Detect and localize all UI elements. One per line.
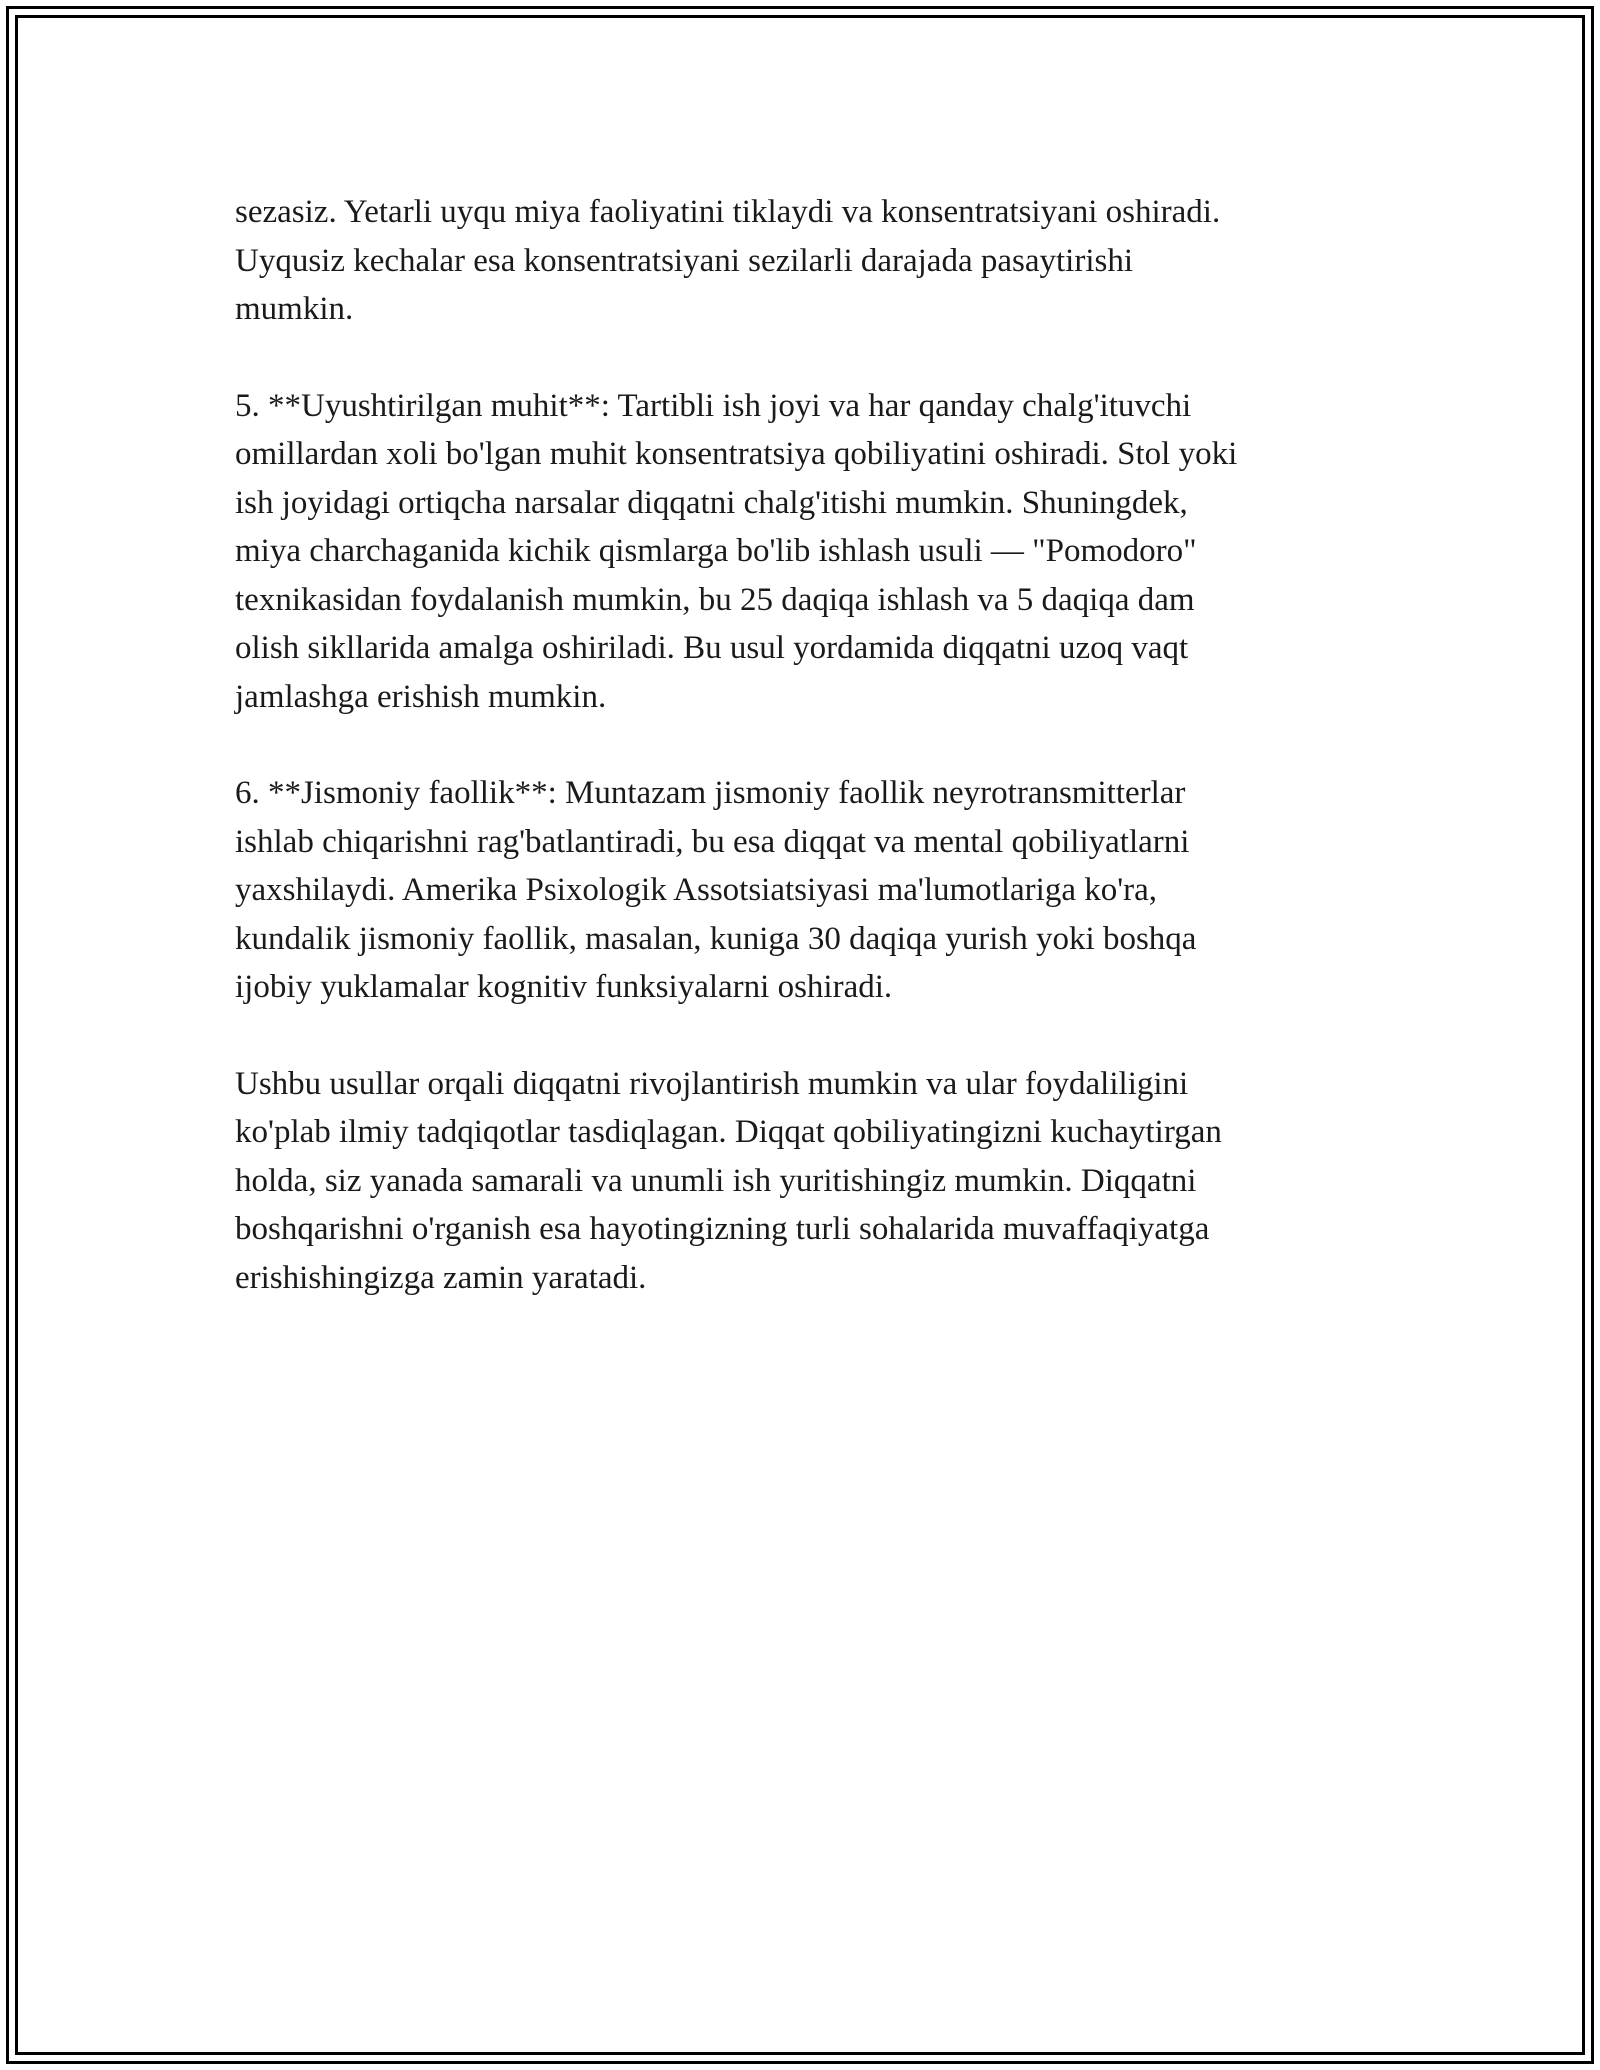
text-line: ishlab chiqarishni rag'batlantiradi, bu esa diqqat va mental qobiliyatlarni — [235, 823, 1190, 860]
text-line: sezasiz. Yetarli uyqu miya faoliyatini tiklaydi va konsentratsiyani oshiradi. — [235, 194, 1221, 230]
text-line: olish sikllarida amalga oshiriladi. Bu usul yordamida diqqatni uzoq vaqt — [235, 630, 1189, 666]
text-line: kundalik jismoniy faollik, masalan, kuniga 30 daqiqa yurish yoki boshqa — [235, 920, 1197, 957]
document-body — [235, 188, 1375, 1350]
text-line: texnikasidan foydalanish mumkin, bu 25 daqiqa ishlash va 5 daqiqa dam — [235, 581, 1195, 618]
text-line: jamlashga erishish mumkin. — [235, 678, 607, 715]
text-line: ijobiy yuklamalar kognitiv funksiyalarni oshiradi. — [235, 969, 893, 1005]
text-line: miya charchaganida kichik qismlarga bo'lib ishlash usuli — "Pomodoro" — [235, 533, 1197, 569]
text-line: holda, siz yanada samarali va unumli ish yuritishingiz mumkin. Diqqatni — [235, 1162, 1197, 1199]
text-line: boshqarishni o'rganish esa hayotingizning turli sohalarida muvaffaqiyatga — [235, 1211, 1210, 1247]
text-line: erishishingizga zamin yaratadi. — [235, 1259, 647, 1296]
paragraph-conclusion — [235, 1060, 1375, 1303]
text-line: mumkin. — [235, 291, 354, 327]
paragraph-organized-environment — [235, 382, 1375, 722]
text-line: ish joyidagi ortiqcha narsalar diqqatni chalg'itishi mumkin. Shuningdek, — [235, 484, 1188, 521]
text-line: yaxshilaydi. Amerika Psixologik Assotsiatsiyasi ma'lumotlariga ko'ra, — [235, 872, 1158, 908]
text-line: Uyqusiz kechalar esa konsentratsiyani sezilarli darajada pasaytirishi — [235, 242, 1133, 279]
text-line: 5. **Uyushtirilgan muhit**: Tartibli ish joyi va har qanday chalg'ituvchi — [235, 387, 1192, 424]
text-line: omillardan xoli bo'lgan muhit konsentratsiya qobiliyatini oshiradi. Stol yoki — [235, 436, 1238, 472]
text-line: ko'plab ilmiy tadqiqotlar tasdiqlagan. Diqqat qobiliyatingizni kuchaytirgan — [235, 1114, 1222, 1150]
text-line: 6. **Jismoniy faollik**: Muntazam jismoniy faollik neyrotransmitterlar — [235, 775, 1186, 811]
paragraph-sleep-continued — [235, 188, 1375, 334]
paragraph-physical-activity — [235, 769, 1375, 1012]
text-line: Ushbu usullar orqali diqqatni rivojlantirish mumkin va ular foydaliligini — [235, 1065, 1189, 1102]
